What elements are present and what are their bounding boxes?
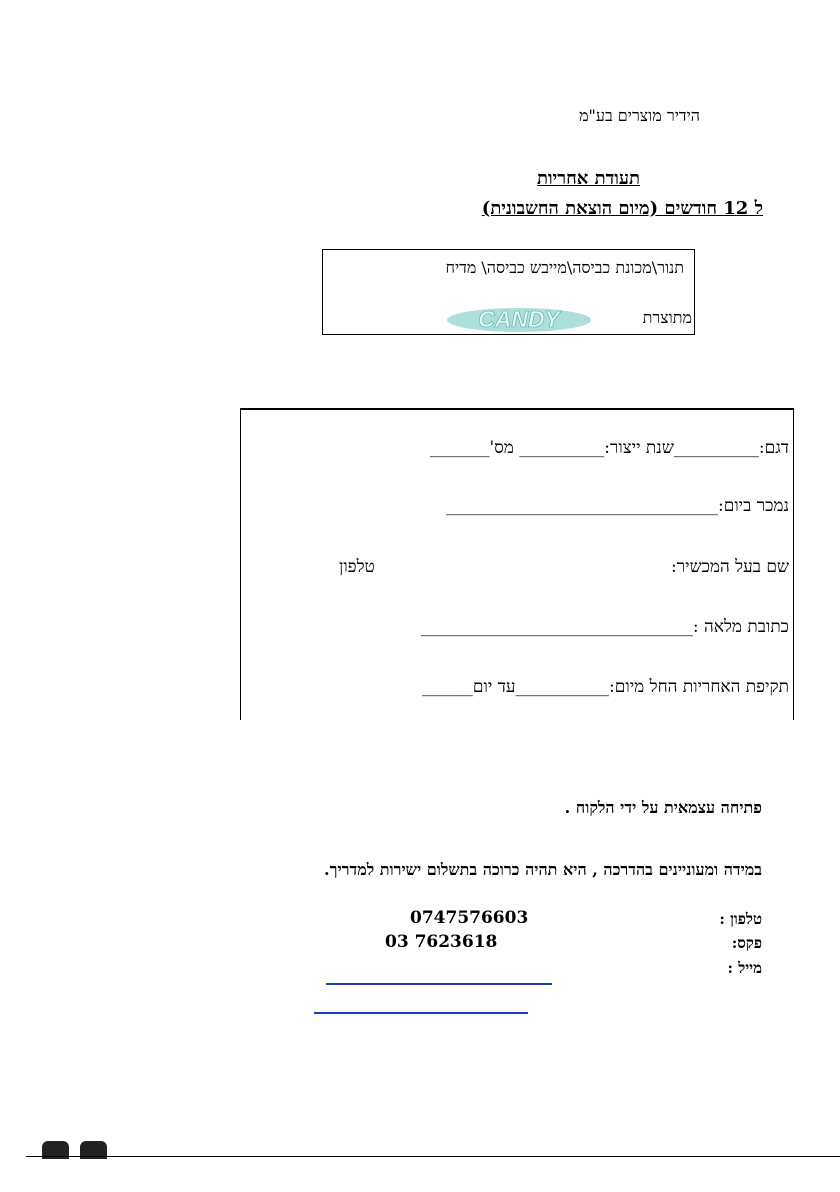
made-by-label: מתוצרת [642, 308, 692, 327]
product-box [322, 249, 695, 335]
guidance-fee-note: במידה ומעוניינים בהדרכה , היא תהיה כרוכה בתשלום ישירות למדריך. [324, 860, 762, 879]
fax-label: פקס: [731, 934, 762, 952]
website-link[interactable] [314, 1012, 528, 1014]
phone-number: 0747576603 [410, 908, 529, 928]
document-title: תעודת אחריות [536, 168, 640, 189]
candy-logo-text: CANDY [478, 306, 560, 332]
footer-divider [26, 1156, 840, 1157]
phone-label: טלפון : [719, 910, 762, 928]
candy-logo [445, 304, 593, 334]
address-field: כתובת מלאה :________________________________ [420, 617, 789, 637]
mail-label: מייל : [727, 959, 762, 977]
self-opening-note: פתיחה עצמאית על ידי הלקוח . [564, 798, 762, 817]
owner-name-field: שם בעל המכשיר: [671, 557, 789, 577]
model-year-serial-field: דגם:__________שנת ייצור:__________ מס'_______ [429, 438, 789, 458]
warranty-form [240, 408, 794, 720]
owner-phone-field: טלפון [339, 557, 375, 577]
warranty-period-field: תקיפת האחריות החל מיום:___________עד יום______ [421, 677, 789, 697]
warranty-duration: ל 12 חודשים (מיום הוצאת החשבונית) [481, 198, 763, 219]
fax-number: 03 7623618 [385, 932, 498, 952]
email-link[interactable] [326, 983, 552, 985]
company-name: הידיר מוצרים בע"מ [579, 106, 700, 125]
sold-date-field: נמכר ביום:________________________________ [445, 496, 789, 516]
product-types: תנור\מכונת כביסה\מייבש כביסה\ מדיח [445, 258, 684, 277]
